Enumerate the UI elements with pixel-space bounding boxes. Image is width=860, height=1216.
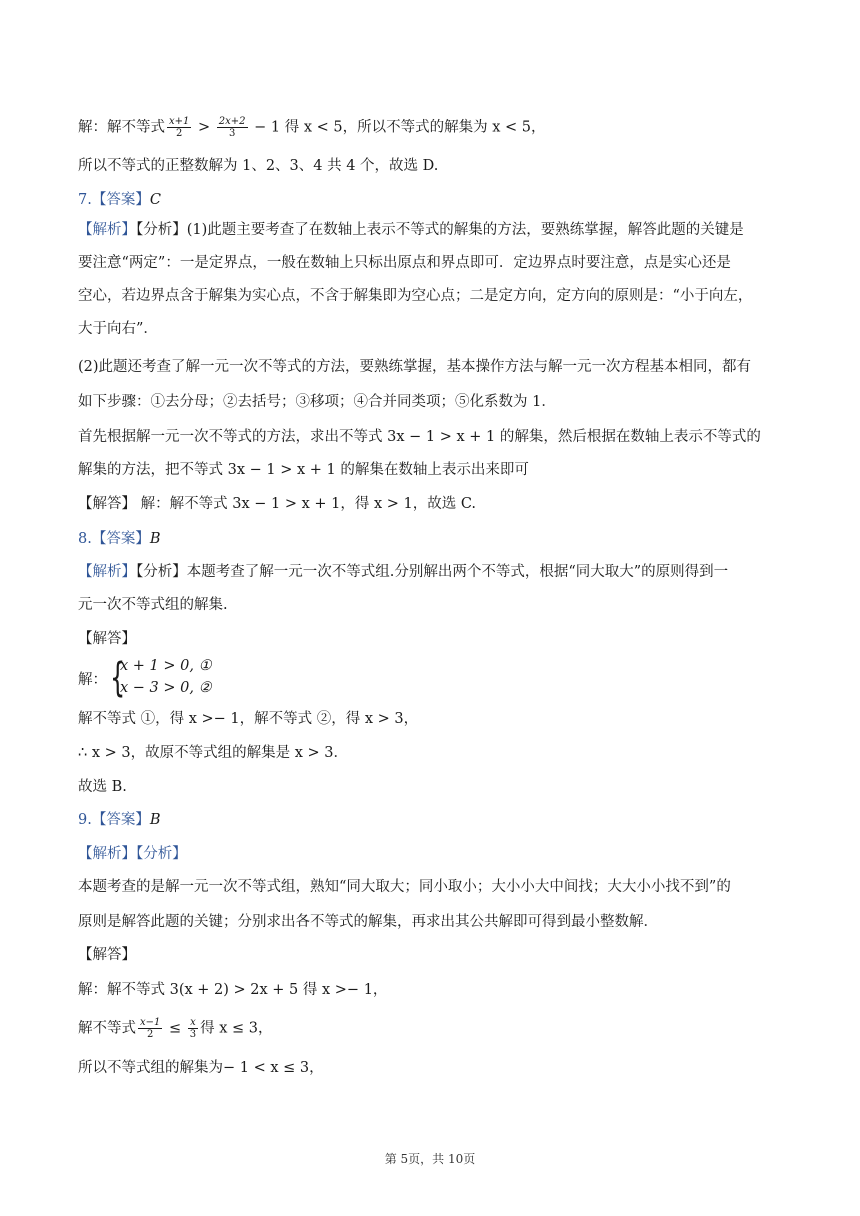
q9-solution-line-3: 所以不等式组的解集为− 1 < x ≤ 3， (78, 1060, 324, 1076)
fraction-denominator: 2 (147, 1029, 154, 1040)
q7-solution-line: 【解答】 解：解不等式 3x − 1 > x + 1，得 x > 1，故选 C. (78, 496, 477, 512)
question-number: 8. (78, 531, 92, 547)
page-footer: 第 5页，共 10页 (384, 1152, 476, 1166)
q9-answer-heading (78, 810, 800, 830)
question-number: 9. (78, 812, 92, 828)
fraction-1 (167, 116, 191, 139)
text: 【分析】本题考查了解一元一次不等式组.分别解出两个不等式，根据“同大取大”的原则得到一 (136, 564, 729, 580)
text: 得 x ≤ 3， (200, 1020, 273, 1037)
text: − 1 得 x < 5，所以不等式的解集为 x < 5， (249, 119, 546, 136)
q9-jiexi-tag: 【解析】【分析】 (78, 846, 187, 862)
system-row-2: x − 3 > 0, ② (120, 680, 212, 696)
fraction-1 (138, 1017, 162, 1040)
q8-answer-heading (78, 529, 800, 549)
fraction-2 (217, 116, 248, 139)
fraction-2 (188, 1017, 198, 1040)
q9-solution-line-1: 解：解不等式 3(x + 2) > 2x + 5 得 x >− 1， (78, 982, 388, 998)
fraction-numerator: x+1 (169, 116, 190, 127)
q8-solution-line-1: 解不等式 ①，得 x >− 1，解不等式 ②，得 x > 3， (78, 711, 419, 727)
solution-line-2: 所以不等式的正整数解为 1、2、3、4 共 4 个，故选 D. (78, 158, 439, 174)
q7-analysis-line-7: 首先根据解一元一次不等式的方法，求出不等式 3x − 1 > x + 1 的解集，然后根据在数轴上表示不等式的 (78, 429, 761, 445)
system-row-1: x + 1 > 0, ① (120, 658, 212, 674)
q7-analysis-line-2: 要注意“两定”：一是定界点，一般在数轴上只标出原点和界点即可．定边界点时要注意，点是实心还是 (78, 255, 731, 271)
left-brace-icon: { (110, 655, 126, 701)
solution-line-1 (78, 116, 800, 139)
answer-tag: 【答案】 (91, 531, 150, 547)
q8-analysis-line-2: 元一次不等式组的解集. (78, 597, 228, 613)
q9-analysis-line-2: 原则是解答此题的关键；分别求出各不等式的解集，再求出其公共解即可得到最小整数解． (78, 914, 658, 930)
jiexi-tag: 【解析】 (78, 564, 136, 580)
fraction-denominator: 3 (228, 128, 236, 139)
q7-analysis-line-4: 大于向右”． (78, 321, 158, 337)
q9-jieda-tag: 【解答】 (78, 947, 136, 963)
text: > (193, 119, 215, 136)
answer-tag: 【答案】 (91, 192, 150, 208)
fraction-numerator: x−1 (140, 1017, 161, 1028)
fraction-denominator: 2 (176, 128, 183, 139)
answer-letter: C (149, 192, 161, 208)
text: 【分析】(1)此题主要考查了在数轴上表示不等式的解集的方法，要熟练掌握，解答此题的关键是 (136, 222, 744, 238)
q7-analysis-line-1 (78, 220, 800, 240)
q7-answer-heading (78, 190, 800, 210)
jiexi-tag: 【解析】 (78, 222, 136, 238)
jie-label: 解： (78, 672, 107, 688)
q8-jieda-tag: 【解答】 (78, 631, 136, 647)
q7-analysis-line-3: 空心，若边界点含于解集为实心点，不含于解集即为空心点；二是定方向，定方向的原则是：“小于向左， (78, 288, 753, 304)
fraction-numerator: x (188, 1017, 198, 1029)
fraction-numerator: 2x+2 (218, 116, 246, 127)
q7-analysis-line-8: 解集的方法，把不等式 3x − 1 > x + 1 的解集在数轴上表示出来即可 (78, 462, 529, 478)
fraction-denominator: 3 (189, 1029, 197, 1040)
text: ≤ (164, 1020, 186, 1037)
answer-tag: 【答案】 (91, 812, 150, 828)
answer-letter: B (149, 531, 161, 547)
q7-analysis-line-5: (2)此题还考查了解一元一次不等式的方法，要熟练掌握，基本操作方法与解一元一次方程基本相同，都有 (78, 359, 752, 375)
q9-solution-line-2 (78, 1017, 800, 1040)
q7-analysis-line-6: 如下步骤：①去分母；②去括号；③移项；④合并同类项；⑤化系数为 1． (78, 394, 556, 410)
q8-solution-line-2: ∴ x > 3，故原不等式组的解集是 x > 3． (78, 745, 348, 761)
question-number: 7. (78, 192, 92, 208)
q9-analysis-line-1: 本题考查的是解一元一次不等式组，熟知“同大取大；同小取小；大小小大中间找；大大小小找不到”的 (78, 879, 731, 895)
q8-solution-line-3: 故选 B. (78, 779, 127, 795)
q8-analysis-line-1 (78, 562, 800, 582)
answer-letter: B (149, 812, 161, 828)
text: 解不等式 (78, 1020, 136, 1037)
text: 解：解不等式 (78, 119, 165, 136)
